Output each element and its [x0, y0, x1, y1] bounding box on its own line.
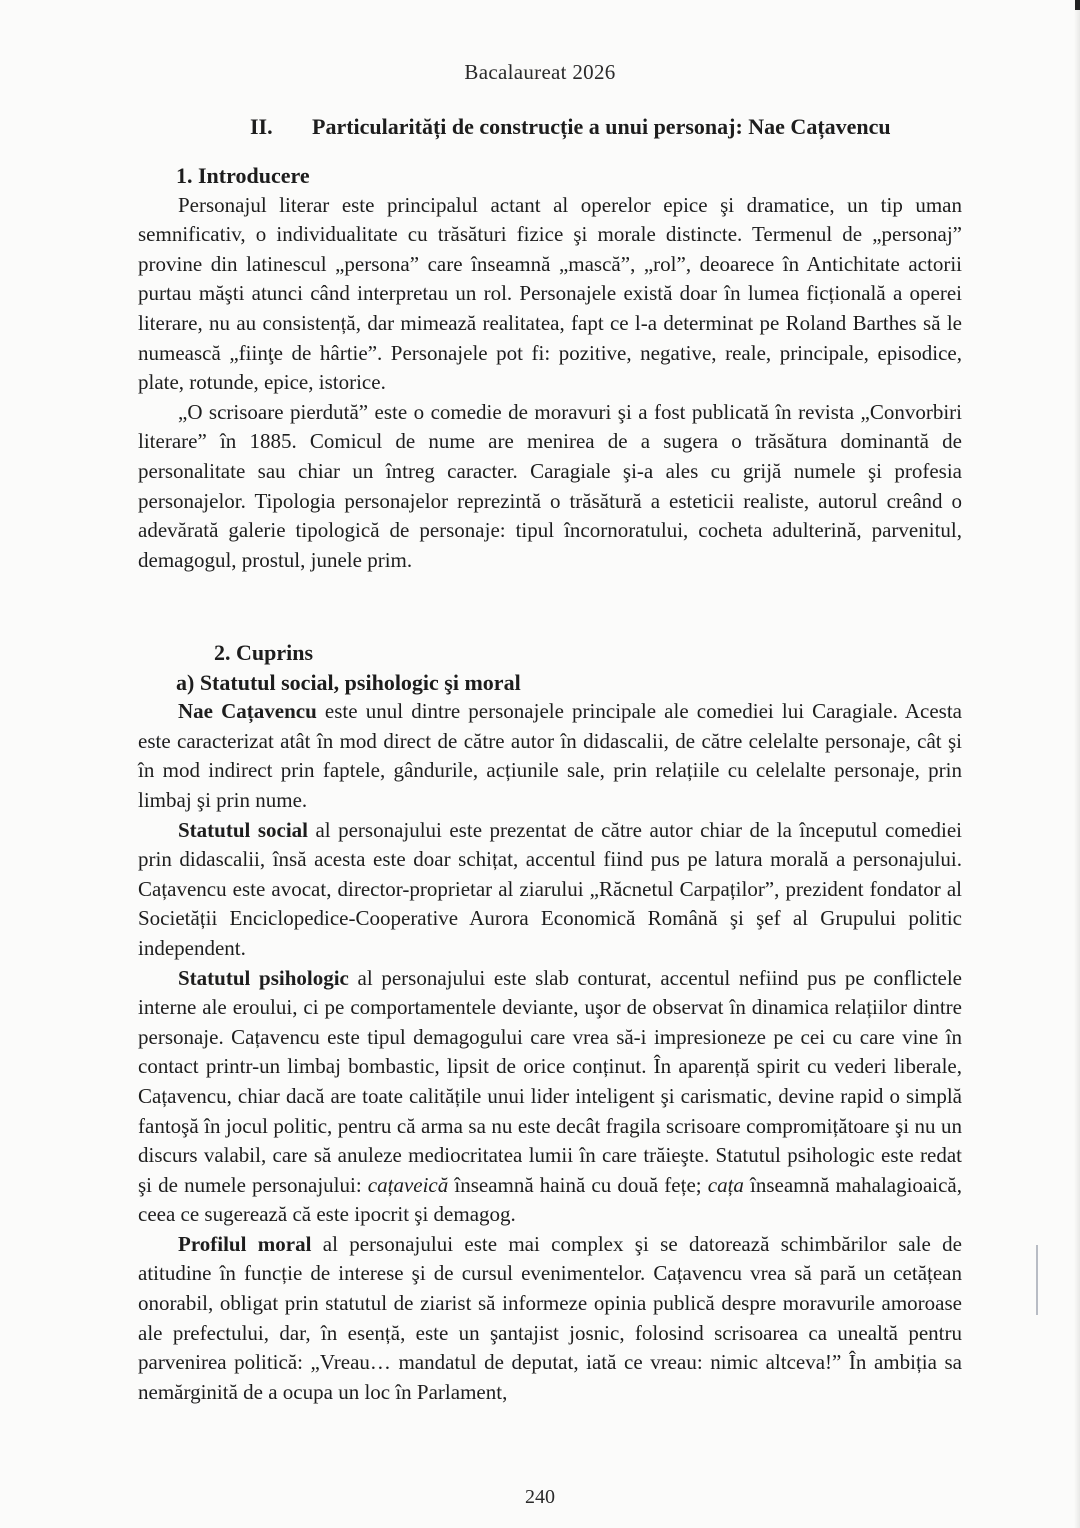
section-heading-cuprins: 2. Cuprins: [214, 640, 314, 665]
paragraph-text: al personajului este prezentat de către autor chiar de la începutul comediei prin didascalii, însă acesta este doar schițat, accentul fiind pus pe latura morală a personajului. Cațavencu este avocat, director-proprietar al ziarului „Răcnetul Carpaților”, prezident fondator al Societății Enciclopedice-Cooperative Aurora Economică Română şi şef al Grupului politic independent.: [138, 817, 962, 960]
section-heading-introducere: 1. Introducere: [176, 163, 310, 188]
scan-artifact: [1036, 1245, 1038, 1315]
paragraph-text: înseamnă haină cu două fețe;: [448, 1172, 708, 1197]
cuprins-paragraph-1: [138, 697, 962, 815]
chapter-title-text: Particularități de construcție a unui personaj: Nae Cațavencu: [312, 114, 891, 139]
intro-paragraph-2: „O scrisoare pierdută” este o comedie de moravuri şi a fost publicată în revista „Convorbiri literare” în 1885. Comicul de nume are menirea de a sugera o trăsătura dominantă de personalitate sau chiar un întreg caracter. Caragiale şi-a ales cu grijă numele şi profesia personajelor. Tipologia personajelor reprezintă o trăsătură a esteticii realiste, autorul creând o adevărată galerie tipologică de personaje: tipul încornoratului, cocheta adulterină, parvenitul, demagogul, prostul, junele prim.: [138, 399, 962, 572]
italic-term: cațaveică: [367, 1172, 449, 1197]
bold-term: Nae Cațavencu: [178, 699, 317, 724]
cuprins-paragraph-4: [138, 1230, 962, 1408]
page-number: 240: [525, 1486, 555, 1508]
page-edge-shadow: [1074, 0, 1080, 1528]
intro-paragraph-1: Personajul literar este principalul actant al operelor epice şi dramatice, un tip uman semnificativ, o individualitate cu trăsături fizice şi morale distincte. Termenul de „personaj” provine din latinescul „persona” care înseamnă „mască”, „rol”, deoarece în Antichitate actorii purtau măşti atunci când interpretau un rol. Personajele există doar în lumea ficțională a operei literare, nu au consistență, dar mimează realitatea, fapt ce l-a determinat pe Roland Barthes să le numească „fiinţe de hârtie”. Personajele pot fi: pozitive, negative, reale, principale, episodice, plate, rotunde, epice, istorice.: [138, 192, 962, 395]
cuprins-section: [138, 638, 962, 1407]
bold-term: Statutul psihologic: [178, 965, 349, 990]
subsection-heading-statut: a) Statutul social, psihologic şi moral: [176, 669, 521, 695]
page-edge-mark: [1075, 0, 1080, 10]
bold-term: Profilul moral: [178, 1231, 312, 1256]
cuprins-paragraph-2: [138, 816, 962, 964]
running-header: Bacalaureat 2026: [464, 60, 616, 84]
paragraph-text: al personajului este mai complex şi se datorează schimbărilor sale de atitudine în funcție de interese şi de cursul evenimentelor. Cațavencu vrea să pară un cetățean onorabil, obligat prin statutul de ziarist să informeze opinia publică despre moravurile amoroase ale prefectului, dar, în esență, este un şantajist josnic, folosind scrisoarea ca unealtă pentru parvenirea politică: „Vreau… mandatul de deputat, iată ce vreau: nimic altceva!” În ambiția sa nemărginită de a ocupa un loc în Parlament,: [138, 1231, 962, 1404]
bold-term: Statutul social: [178, 817, 308, 842]
introduction-section: [138, 161, 962, 575]
italic-term: cața: [707, 1172, 744, 1197]
paragraph-text: este unul dintre personajele principale ale comediei lui Caragiale. Acesta este caracterizat atât în mod direct de către autor în didascalii, de către celelalte personaje, cât şi în mod indirect prin faptele, gândurile, acțiunile sale, prin relațiile cu celelalte personaje, prin limbaj şi prin nume.: [138, 699, 962, 812]
chapter-number: II.: [250, 114, 273, 139]
paragraph-text: înseamnă mahalagioaică, ceea ce sugerează că este ipocrit şi demagog.: [138, 1172, 962, 1227]
chapter-title: [250, 114, 1010, 140]
paragraph-text: al personajului este slab conturat, accentul nefiind pus pe conflictele interne ale eroului, ci pe comportamentele deviante, uşor de observat în dinamica relațiilor dintre personaje. Cațavencu este tipul demagogului care vrea să-i impresioneze pe cei cu care vine în contact printr-un limbaj bombastic, lipsit de orice conținut. În aparență spirit cu vederi liberale, Cațavencu, chiar dacă are toate calitățile unui lider inteligent şi carismatic, devine rapid o simplă fantoşă în jocul politic, pentru că arma sa nu este decât fragila scrisoare compromițătoare şi nu un discurs valabil, care să anuleze mediocritatea lumii în care trăieşte. Statutul psihologic este redat şi de numele personajului:: [138, 965, 962, 1197]
cuprins-paragraph-3: [138, 964, 962, 1230]
